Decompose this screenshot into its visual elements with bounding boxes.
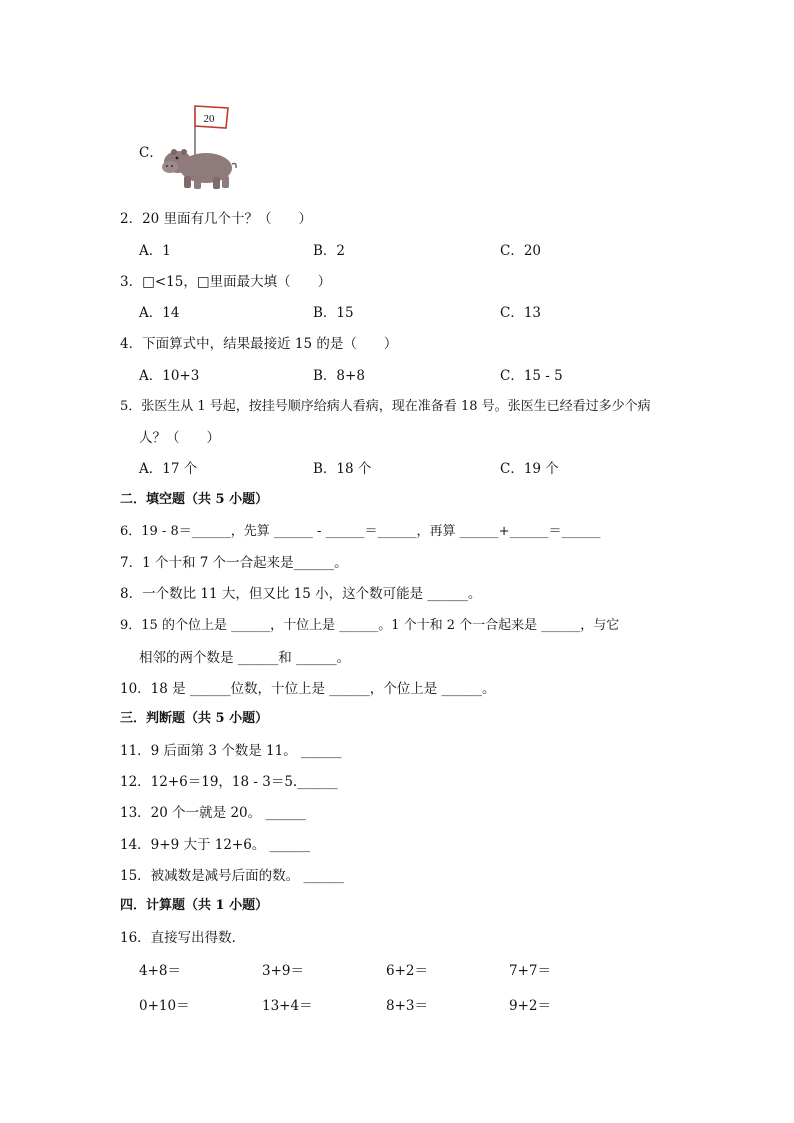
q5-option-b[interactable]: B．18 个 — [313, 461, 372, 477]
question-13: 13．20 个一就是 20。 ______ — [120, 805, 306, 821]
question-12: 12．12+6＝19，18 - 3＝5.______ — [120, 774, 338, 790]
calc-item: 0+10＝ — [139, 998, 190, 1014]
question-5-line-1: 5．张医生从 1 号起，按挂号顺序给病人看病，现在准备看 18 号。张医生已经看过多少个病 — [120, 399, 651, 414]
question-9-line-1: 9．15 的个位上是 ______，十位上是 ______。1 个十和 2 个一合起来是 ______，与它 — [120, 618, 620, 633]
section-4-title: 四．计算题（共 1 小题） — [120, 898, 269, 913]
q4-option-b[interactable]: B．8+8 — [313, 368, 365, 384]
q5-option-a[interactable]: A．17 个 — [139, 461, 198, 477]
q2-option-b[interactable]: B．2 — [313, 243, 346, 259]
calc-item: 3+9＝ — [262, 963, 304, 979]
question-9-line-2: 相邻的两个数是 ______和 ______。 — [139, 650, 351, 666]
question-6: 6．19 - 8＝______，先算 ______ - ______＝______，再算 ______+______＝______ — [120, 524, 601, 539]
hippo-with-flag-image — [160, 100, 240, 195]
question-14: 14．9+9 大于 12+6。 ______ — [120, 837, 311, 853]
q3-option-b[interactable]: B．15 — [313, 305, 354, 321]
section-3-title: 三．判断题（共 5 小题） — [120, 711, 269, 726]
q2-option-a[interactable]: A．1 — [139, 243, 171, 259]
q4-option-a[interactable]: A．10+3 — [139, 368, 200, 384]
question-15: 15．被减数是减号后面的数。 ______ — [120, 868, 344, 884]
calc-item: 9+2＝ — [509, 998, 551, 1014]
question-3: 3．□<15，□里面最大填（ ） — [120, 274, 332, 290]
q3-option-c[interactable]: C．13 — [500, 305, 542, 321]
q5-option-c[interactable]: C．19 个 — [500, 461, 559, 477]
question-10: 10．18 是 ______位数，十位上是 ______，个位上是 ______。 — [120, 681, 496, 697]
flag-number: 20 — [203, 113, 215, 125]
question-2: 2．20 里面有几个十？（ ） — [120, 211, 313, 227]
question-16: 16．直接写出得数． — [120, 930, 246, 946]
q1-option-c-label: C． — [139, 145, 163, 161]
q4-option-c[interactable]: C．15 - 5 — [500, 368, 563, 384]
question-5-line-2: 人？（ ） — [139, 430, 220, 446]
q3-option-a[interactable]: A．14 — [139, 305, 180, 321]
calc-item: 7+7＝ — [509, 963, 551, 979]
question-4: 4．下面算式中，结果最接近 15 的是（ ） — [120, 336, 398, 352]
calc-item: 4+8＝ — [139, 963, 181, 979]
question-8: 8．一个数比 11 大，但又比 15 小，这个数可能是 ______。 — [120, 586, 482, 602]
calc-item: 8+3＝ — [386, 998, 428, 1014]
question-7: 7．1 个十和 7 个一合起来是______。 — [120, 555, 348, 571]
question-11: 11．9 后面第 3 个数是 11。 ______ — [120, 743, 342, 759]
calc-item: 13+4＝ — [262, 998, 313, 1014]
section-2-title: 二．填空题（共 5 小题） — [120, 492, 269, 507]
calc-item: 6+2＝ — [386, 963, 428, 979]
q2-option-c[interactable]: C．20 — [500, 243, 542, 259]
